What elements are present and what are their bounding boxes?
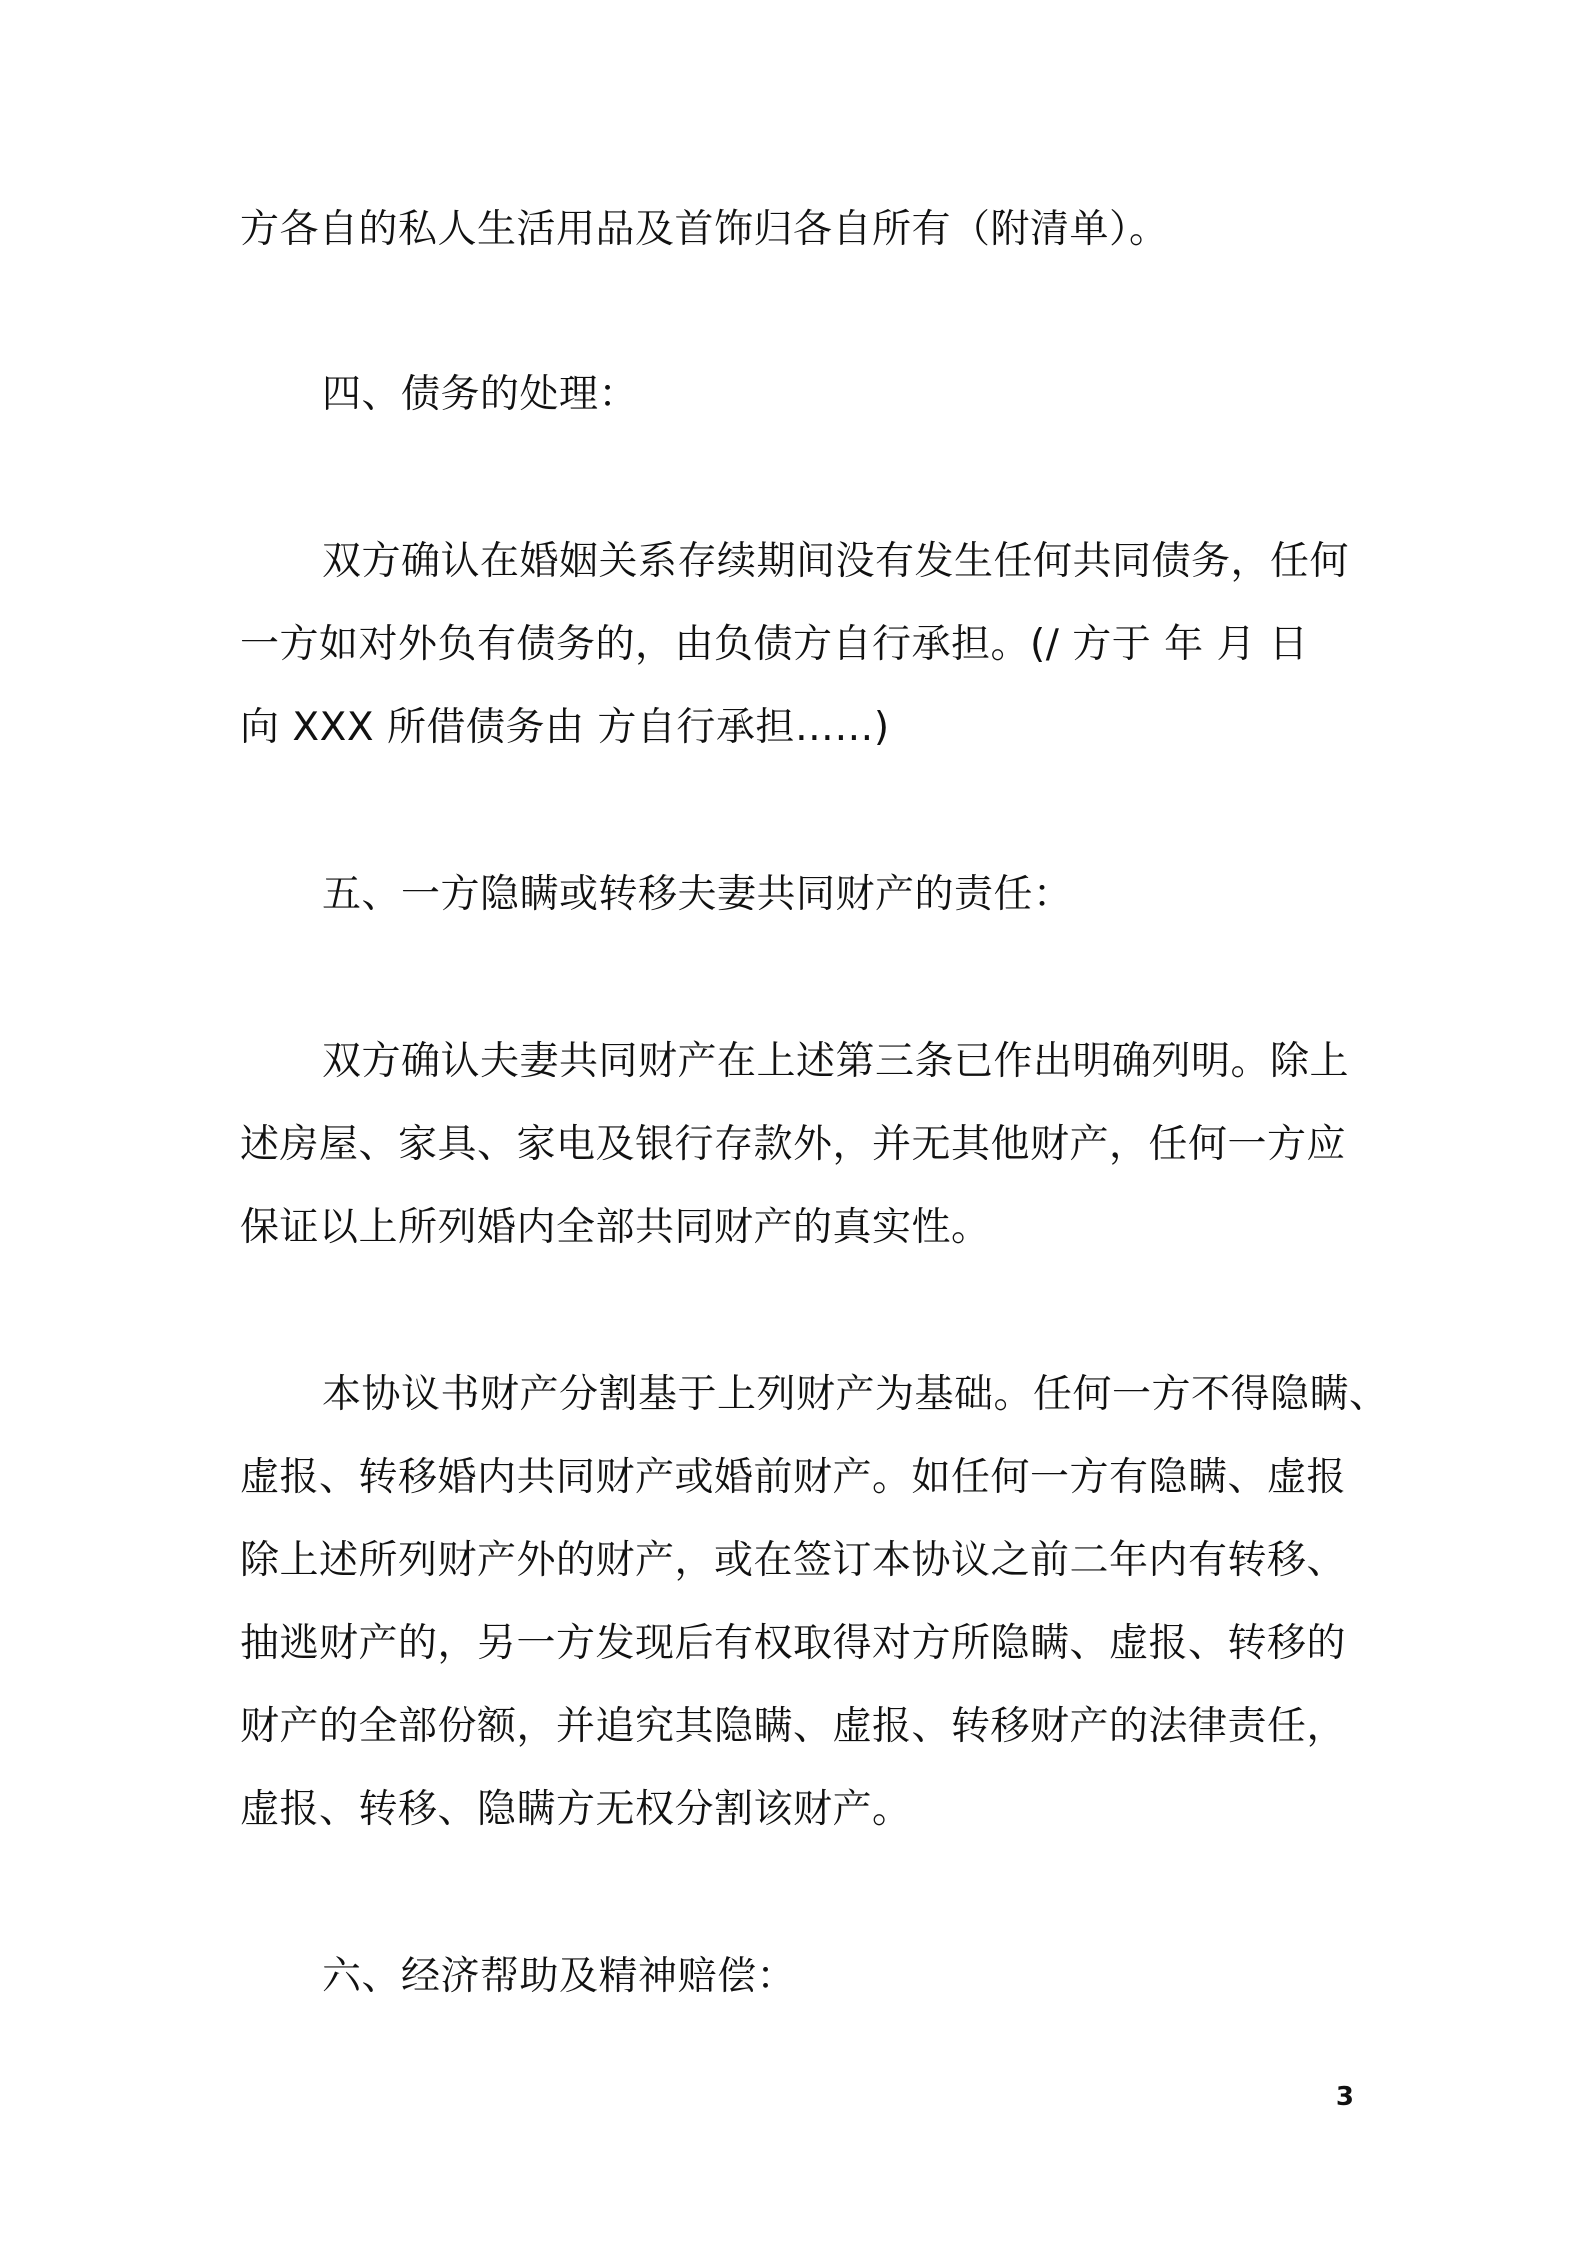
paragraph-line: 除上述所列财产外的财产，或在签订本协议之前二年内有转移、 bbox=[240, 1538, 1347, 1583]
paragraph-line: 抽逃财产的，另一方发现后有权取得对方所隐瞒、虚报、转移的 bbox=[240, 1621, 1347, 1666]
section-heading-concealment: 五、一方隐瞒或转移夫妻共同财产的责任： bbox=[322, 872, 1073, 917]
paragraph-line: 双方确认夫妻共同财产在上述第三条已作出明确列明。除上 bbox=[322, 1039, 1350, 1084]
section-heading-debts: 四、债务的处理： bbox=[322, 372, 639, 417]
paragraph-line: 保证以上所列婚内全部共同财产的真实性。 bbox=[240, 1205, 991, 1250]
page-number: 3 bbox=[1335, 2082, 1354, 2112]
section-heading-compensation: 六、经济帮助及精神赔偿： bbox=[322, 1954, 797, 1999]
paragraph-line: 方各自的私人生活用品及首饰归各自所有（附清单）。 bbox=[240, 207, 1169, 252]
paragraph-line: 一方如对外负有债务的，由负债方自行承担。(/ 方于 年 月 日 bbox=[240, 622, 1309, 667]
paragraph-line: 向 XXX 所借债务由 方自行承担……) bbox=[240, 705, 890, 750]
paragraph-line: 述房屋、家具、家电及银行存款外，并无其他财产，任何一方应 bbox=[240, 1122, 1347, 1167]
paragraph-line: 双方确认在婚姻关系存续期间没有发生任何共同债务，任何 bbox=[322, 539, 1350, 584]
paragraph-line: 财产的全部份额，并追究其隐瞒、虚报、转移财产的法律责任， bbox=[240, 1704, 1347, 1749]
paragraph-line: 虚报、转移婚内共同财产或婚前财产。如任何一方有隐瞒、虚报 bbox=[240, 1455, 1347, 1500]
paragraph-line: 本协议书财产分割基于上列财产为基础。任何一方不得隐瞒、 bbox=[322, 1372, 1389, 1417]
paragraph-line: 虚报、转移、隐瞒方无权分割该财产。 bbox=[240, 1787, 912, 1832]
